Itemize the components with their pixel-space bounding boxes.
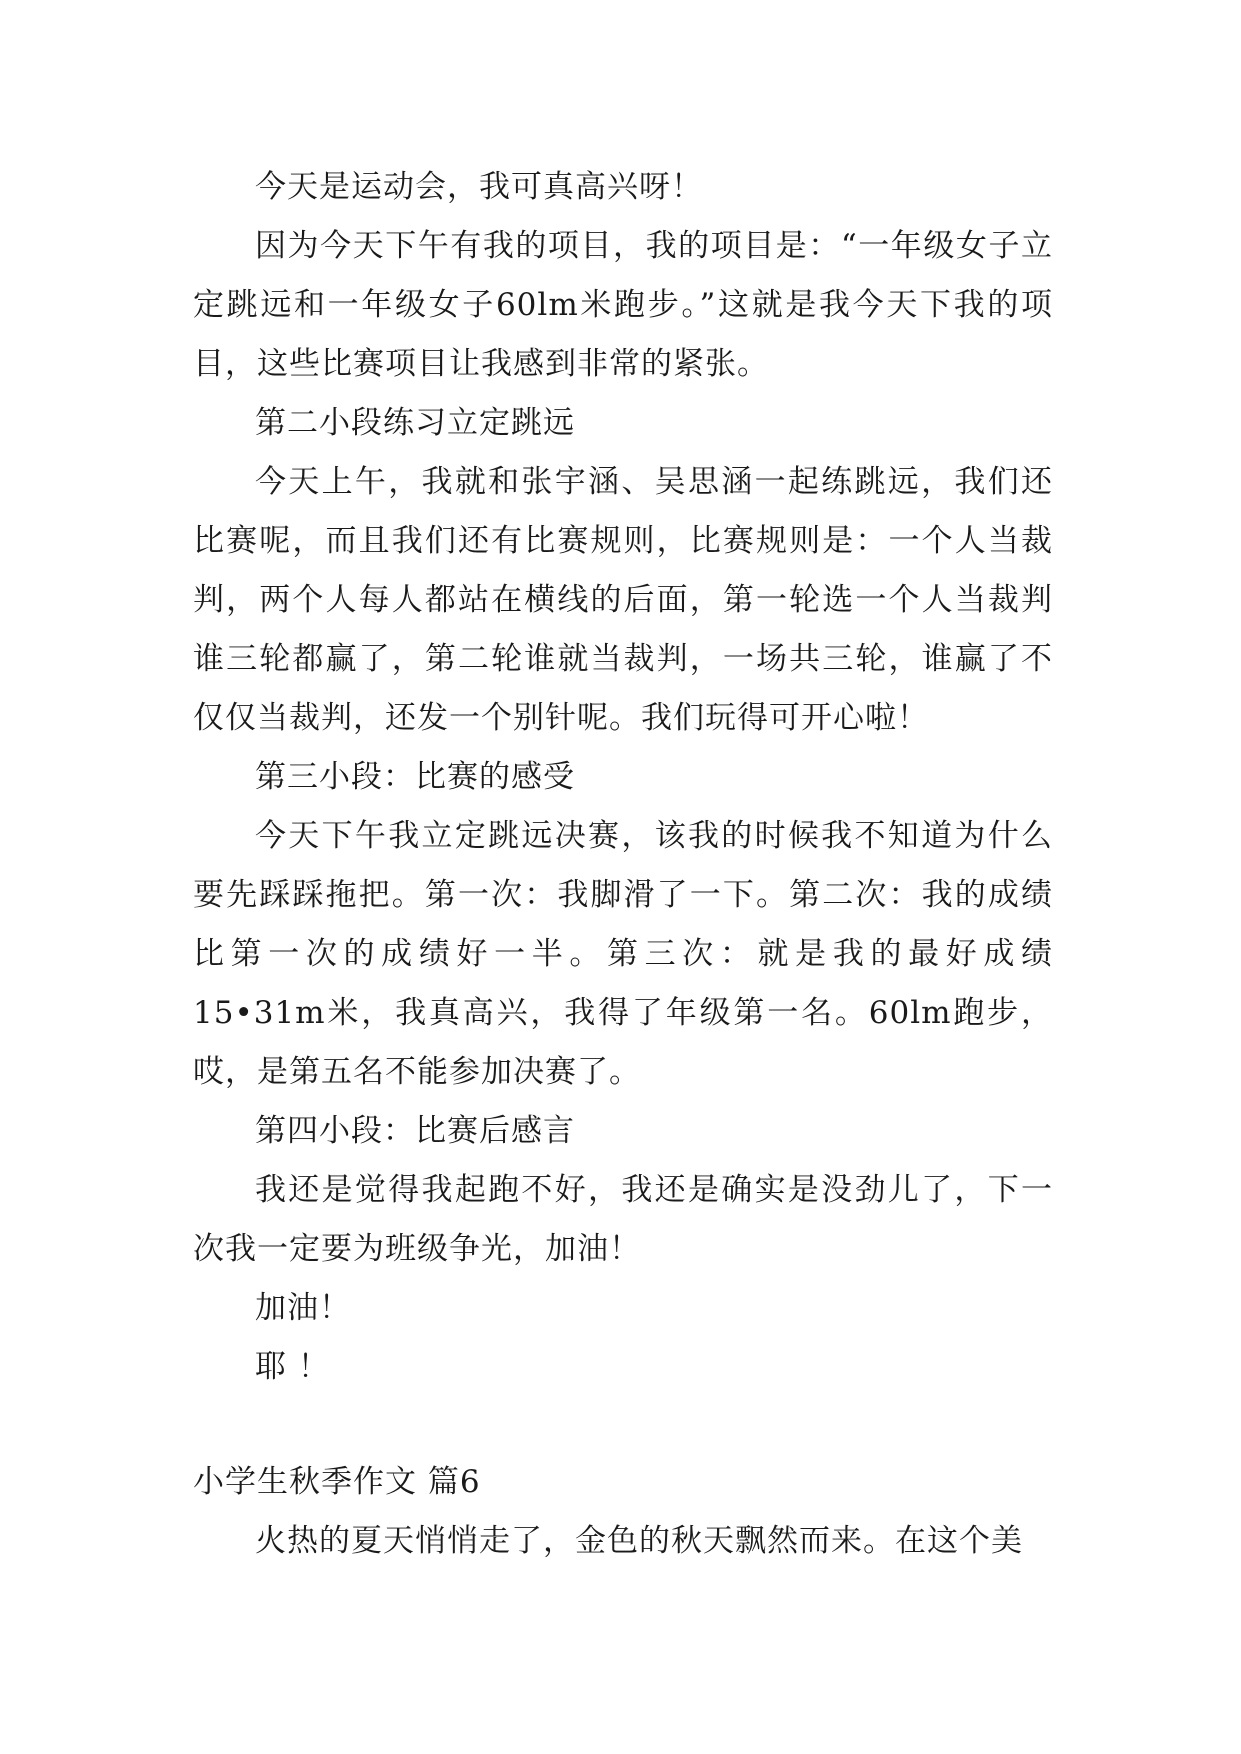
paragraph: 加油！	[255, 1290, 351, 1326]
paragraph: 因为今天下午有我的项目，我的项目是：“一年级女子立定跳远和一年级女子60lm米跑步。”这就是我今天下我的项目，这些比赛项目让我感到非常的紧张。	[193, 228, 1053, 382]
document-page	[193, 158, 1053, 1571]
paragraph: 我还是觉得我起跑不好，我还是确实是没劲儿了，下一次我一定要为班级争光，加油！	[193, 1172, 1053, 1267]
paragraph: 第二小段练习立定跳远	[255, 405, 575, 441]
paragraph: 耶 ！	[255, 1349, 330, 1385]
paragraph: 火热的夏天悄悄走了，金色的秋天飘然而来。在这个美	[255, 1523, 1023, 1559]
paragraph: 今天是运动会，我可真高兴呀！	[255, 169, 703, 205]
paragraph: 今天下午我立定跳远决赛，该我的时候我不知道为什么要先踩踩拖把。第一次：我脚滑了一下。第二次：我的成绩比第一次的成绩好一半。第三次：就是我的最好成绩15•31m米，我真高兴，我得了年级第一名。60lm跑步，哎，是第五名不能参加决赛了。	[193, 818, 1053, 1090]
paragraph: 第三小段：比赛的感受	[255, 759, 575, 795]
section-title: 小学生秋季作文 篇6	[193, 1464, 481, 1500]
paragraph: 今天上午，我就和张宇涵、吴思涵一起练跳远，我们还比赛呢，而且我们还有比赛规则，比赛规则是：一个人当裁判，两个人每人都站在横线的后面，第一轮选一个人当裁判谁三轮都赢了，第二轮谁就当裁判，一场共三轮，谁赢了不仅仅当裁判，还发一个别针呢。我们玩得可开心啦！	[193, 464, 1053, 736]
paragraph: 第四小段：比赛后感言	[255, 1113, 575, 1149]
